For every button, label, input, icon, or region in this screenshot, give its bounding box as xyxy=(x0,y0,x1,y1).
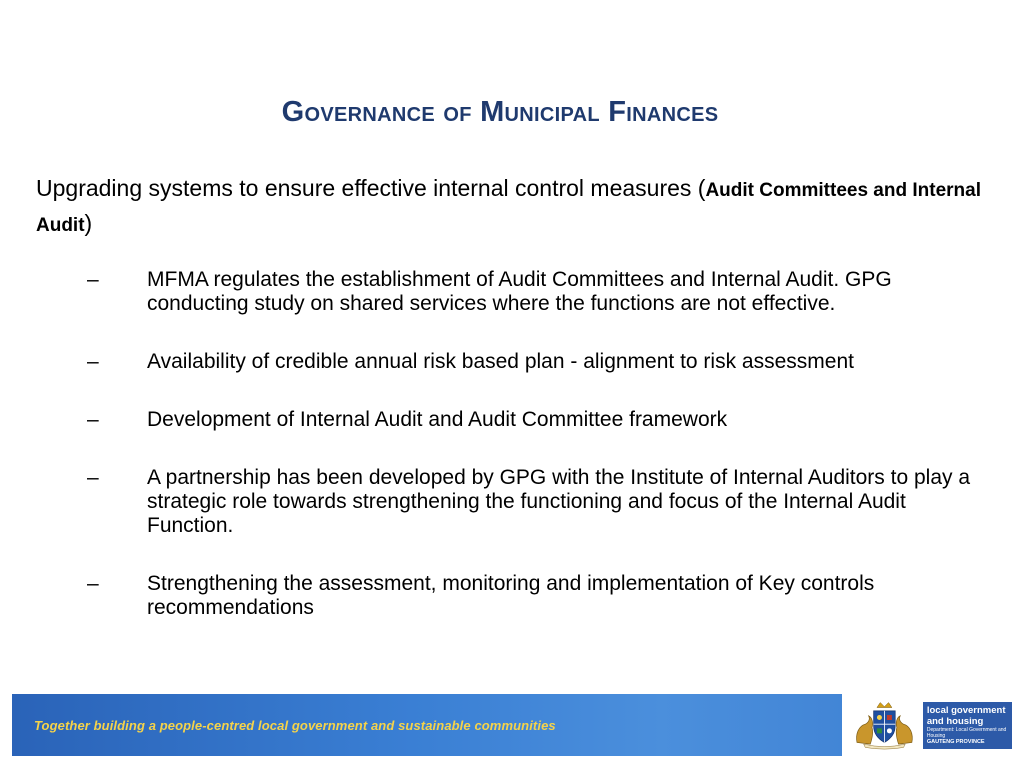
department-subtitle: Department: Local Government and Housing xyxy=(926,726,1007,739)
intro-close-paren: ) xyxy=(84,210,93,236)
bullet-text: Availability of credible annual risk based plan - alignment to risk assessment xyxy=(147,350,854,373)
department-name-box xyxy=(923,702,1012,749)
intro-paragraph xyxy=(36,172,996,242)
bullet-item xyxy=(0,466,1024,538)
department-text xyxy=(923,702,1012,749)
bullet-item xyxy=(0,572,1024,620)
bullet-text: A partnership has been developed by GPG with the Institute of Internal Auditors to play a strategic role towards strengthening the functioning and focus of the Internal Audit Function. xyxy=(147,466,971,537)
bullet-text: Development of Internal Audit and Audit Committee framework xyxy=(147,408,728,431)
footer-banner xyxy=(12,694,1012,756)
bullet-item xyxy=(0,350,1024,374)
bullet-list xyxy=(0,268,1024,654)
department-name-line2: and housing xyxy=(926,715,984,727)
bullet-item xyxy=(0,268,1024,316)
bullet-dash: – xyxy=(87,466,99,489)
slide-title: Governance of Municipal Finances xyxy=(281,96,719,128)
bullet-text: MFMA regulates the establishment of Audit Committees and Internal Audit. GPG conducting study on shared services where the functions are not effective. xyxy=(147,268,892,315)
footer-slogan: Together building a people-centred local government and sustainable communities xyxy=(34,717,556,733)
bullet-dash: – xyxy=(87,350,99,373)
bullet-dash: – xyxy=(87,268,99,291)
bullet-item xyxy=(0,408,1024,432)
intro-bold-text: Audit Committees and Internal Audit xyxy=(36,180,981,236)
bullet-text: Strengthening the assessment, monitoring and implementation of Key controls recommendations xyxy=(147,572,875,619)
bullet-dash: – xyxy=(87,572,99,595)
coat-of-arms-icon xyxy=(852,696,917,754)
department-logo xyxy=(842,694,1012,756)
bullet-dash: – xyxy=(87,408,99,431)
province-name: GAUTENG PROVINCE xyxy=(926,738,985,745)
intro-text: Upgrading systems to ensure effective internal control measures ( xyxy=(36,175,706,201)
department-name-line1: local government xyxy=(926,704,1006,716)
